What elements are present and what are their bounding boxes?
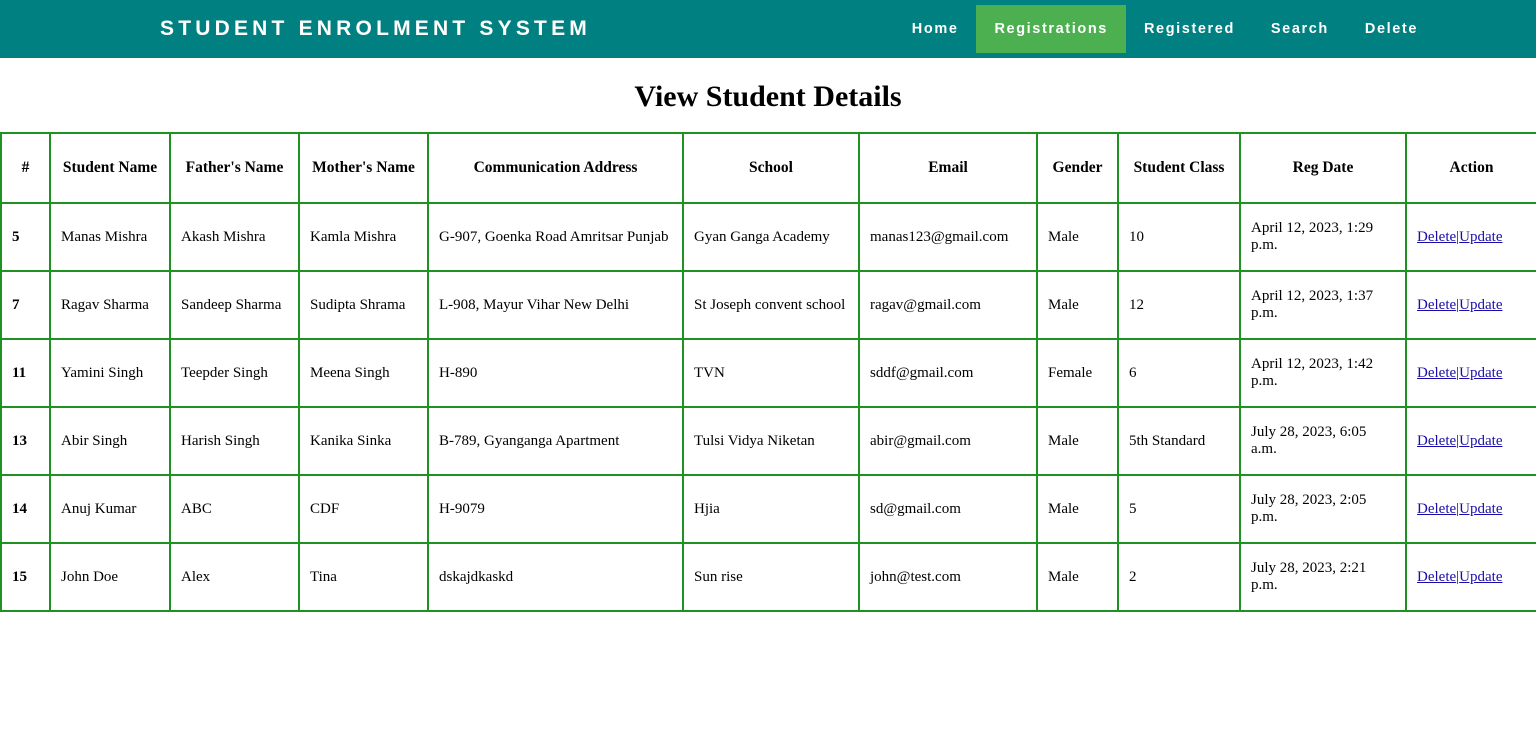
update-link[interactable]: Update: [1459, 568, 1503, 585]
page-title: View Student Details: [634, 80, 902, 113]
delete-link[interactable]: Delete: [1417, 500, 1457, 517]
row-email: sd@gmail.com: [859, 475, 1037, 543]
table-row: [1, 339, 1536, 407]
row-student-class: 5th Standard: [1118, 407, 1240, 475]
row-action-cell: [1406, 543, 1536, 611]
action-separator: |: [1456, 228, 1460, 245]
top-navigation-bar: [0, 0, 1536, 58]
column-header-father-name: Father's Name: [170, 133, 299, 203]
update-link[interactable]: Update: [1459, 296, 1503, 313]
row-action-cell: [1406, 203, 1536, 271]
row-index: 14: [1, 475, 50, 543]
row-action-cell: [1406, 339, 1536, 407]
table-row: [1, 271, 1536, 339]
update-link[interactable]: Update: [1459, 432, 1503, 449]
row-father-name: Harish Singh: [170, 407, 299, 475]
row-school: St Joseph convent school: [683, 271, 859, 339]
row-gender: Male: [1037, 203, 1118, 271]
row-student-class: 6: [1118, 339, 1240, 407]
row-school: Sun rise: [683, 543, 859, 611]
row-action-cell: [1406, 475, 1536, 543]
row-email: john@test.com: [859, 543, 1037, 611]
nav-link-registrations[interactable]: Registrations: [976, 5, 1125, 53]
row-gender: Male: [1037, 407, 1118, 475]
row-father-name: ABC: [170, 475, 299, 543]
table-header-row: [1, 133, 1536, 203]
row-action-cell: [1406, 407, 1536, 475]
row-mother-name: Meena Singh: [299, 339, 428, 407]
row-school: TVN: [683, 339, 859, 407]
delete-link[interactable]: Delete: [1417, 296, 1457, 313]
delete-link[interactable]: Delete: [1417, 228, 1457, 245]
row-student-class: 5: [1118, 475, 1240, 543]
row-address: L-908, Mayur Vihar New Delhi: [428, 271, 683, 339]
column-header-gender: Gender: [1037, 133, 1118, 203]
row-reg-date: July 28, 2023, 6:05 a.m.: [1240, 407, 1406, 475]
column-header-reg-date: Reg Date: [1240, 133, 1406, 203]
row-reg-date: April 12, 2023, 1:29 p.m.: [1240, 203, 1406, 271]
delete-link[interactable]: Delete: [1417, 432, 1457, 449]
row-address: dskajdkaskd: [428, 543, 683, 611]
column-header-student-class: Student Class: [1118, 133, 1240, 203]
row-email: abir@gmail.com: [859, 407, 1037, 475]
row-student-name: Abir Singh: [50, 407, 170, 475]
student-details-table: [0, 132, 1536, 612]
row-school: Tulsi Vidya Niketan: [683, 407, 859, 475]
action-separator: |: [1456, 296, 1460, 313]
row-gender: Female: [1037, 339, 1118, 407]
column-header-school: School: [683, 133, 859, 203]
row-index: 15: [1, 543, 50, 611]
row-father-name: Teepder Singh: [170, 339, 299, 407]
update-link[interactable]: Update: [1459, 228, 1503, 245]
nav-link-registered[interactable]: Registered: [1143, 21, 1235, 37]
row-father-name: Sandeep Sharma: [170, 271, 299, 339]
row-school: Hjia: [683, 475, 859, 543]
row-student-name: Manas Mishra: [50, 203, 170, 271]
row-address: B-789, Gyanganga Apartment: [428, 407, 683, 475]
column-header-email: Email: [859, 133, 1037, 203]
row-mother-name: Tina: [299, 543, 428, 611]
nav-links: [894, 5, 1436, 53]
row-email: sddf@gmail.com: [859, 339, 1037, 407]
row-address: H-9079: [428, 475, 683, 543]
row-student-class: 10: [1118, 203, 1240, 271]
row-action-cell: [1406, 271, 1536, 339]
row-address: H-890: [428, 339, 683, 407]
row-student-name: Ragav Sharma: [50, 271, 170, 339]
action-separator: |: [1456, 500, 1460, 517]
column-header-address: Communication Address: [428, 133, 683, 203]
row-email: ragav@gmail.com: [859, 271, 1037, 339]
delete-link[interactable]: Delete: [1417, 568, 1457, 585]
nav-link-search[interactable]: Search: [1270, 21, 1329, 37]
row-mother-name: Sudipta Shrama: [299, 271, 428, 339]
row-index: 5: [1, 203, 50, 271]
action-separator: |: [1456, 432, 1460, 449]
table-row: [1, 543, 1536, 611]
app-brand-title: STUDENT ENROLMENT SYSTEM: [160, 17, 591, 40]
row-gender: Male: [1037, 543, 1118, 611]
row-student-name: Anuj Kumar: [50, 475, 170, 543]
row-reg-date: July 28, 2023, 2:21 p.m.: [1240, 543, 1406, 611]
row-father-name: Alex: [170, 543, 299, 611]
row-email: manas123@gmail.com: [859, 203, 1037, 271]
row-father-name: Akash Mishra: [170, 203, 299, 271]
nav-link-delete[interactable]: Delete: [1364, 21, 1418, 37]
row-reg-date: July 28, 2023, 2:05 p.m.: [1240, 475, 1406, 543]
action-separator: |: [1456, 568, 1460, 585]
row-index: 13: [1, 407, 50, 475]
table-row: [1, 203, 1536, 271]
column-header-student-name: Student Name: [50, 133, 170, 203]
column-header-mother-name: Mother's Name: [299, 133, 428, 203]
action-separator: |: [1456, 364, 1460, 381]
row-mother-name: CDF: [299, 475, 428, 543]
row-school: Gyan Ganga Academy: [683, 203, 859, 271]
table-row: [1, 407, 1536, 475]
row-index: 7: [1, 271, 50, 339]
column-header-action: Action: [1406, 133, 1536, 203]
row-student-class: 2: [1118, 543, 1240, 611]
row-gender: Male: [1037, 271, 1118, 339]
row-address: G-907, Goenka Road Amritsar Punjab: [428, 203, 683, 271]
row-student-name: Yamini Singh: [50, 339, 170, 407]
table-body: [1, 203, 1536, 611]
table-row: [1, 475, 1536, 543]
row-gender: Male: [1037, 475, 1118, 543]
row-mother-name: Kamla Mishra: [299, 203, 428, 271]
row-student-name: John Doe: [50, 543, 170, 611]
delete-link[interactable]: Delete: [1417, 364, 1457, 381]
row-reg-date: April 12, 2023, 1:42 p.m.: [1240, 339, 1406, 407]
nav-link-home[interactable]: Home: [911, 21, 959, 37]
row-mother-name: Kanika Sinka: [299, 407, 428, 475]
row-index: 11: [1, 339, 50, 407]
column-header-index: #: [1, 133, 50, 203]
update-link[interactable]: Update: [1459, 500, 1503, 517]
update-link[interactable]: Update: [1459, 364, 1503, 381]
row-student-class: 12: [1118, 271, 1240, 339]
row-reg-date: April 12, 2023, 1:37 p.m.: [1240, 271, 1406, 339]
